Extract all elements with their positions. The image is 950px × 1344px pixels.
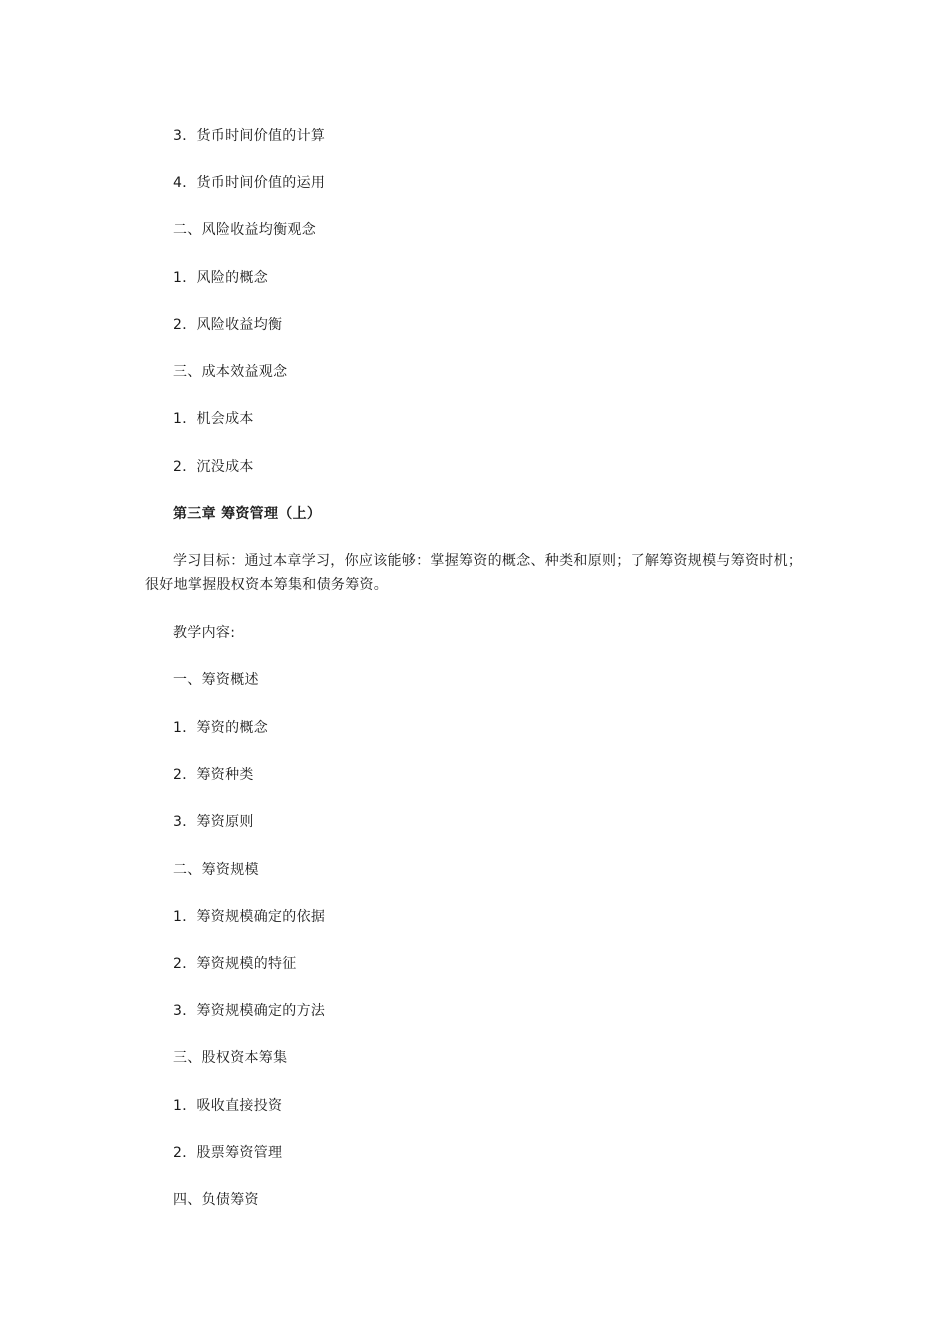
outline-item: 1．筹资的概念	[173, 720, 269, 736]
outline-section: 三、股权资本筹集	[173, 1050, 288, 1066]
outline-item: 2．筹资种类	[173, 767, 254, 783]
chapter-title: 第三章 筹资管理（上）	[173, 506, 322, 522]
outline-item: 3．筹资原则	[173, 814, 254, 830]
outline-section: 一、筹资概述	[173, 672, 259, 688]
outline-item: 1．筹资规模确定的依据	[173, 909, 326, 925]
outline-item: 2．风险收益均衡	[173, 317, 283, 333]
outline-section: 二、风险收益均衡观念	[173, 222, 316, 238]
outline-item: 2．筹资规模的特征	[173, 956, 297, 972]
outline-item: 1．风险的概念	[173, 270, 269, 286]
outline-section: 四、负债筹资	[173, 1192, 259, 1208]
outline-item: 1．吸收直接投资	[173, 1098, 283, 1114]
outline-section: 二、筹资规模	[173, 862, 259, 878]
outline-item: 3．货币时间价值的计算	[173, 128, 326, 144]
outline-item: 1．机会成本	[173, 411, 254, 427]
outline-item: 3．筹资规模确定的方法	[173, 1003, 326, 1019]
outline-item: 4．货币时间价值的运用	[173, 175, 326, 191]
learning-objective: 学习目标：通过本章学习，你应该能够：掌握筹资的概念、种类和原则；了解筹资规模与筹资时机；很好地掌握股权资本筹集和债务筹资。	[145, 553, 803, 593]
outline-section: 三、成本效益观念	[173, 364, 288, 380]
outline-item: 2．股票筹资管理	[173, 1145, 283, 1161]
outline-item: 2．沉没成本	[173, 459, 254, 475]
content-heading: 教学内容:	[173, 625, 236, 641]
